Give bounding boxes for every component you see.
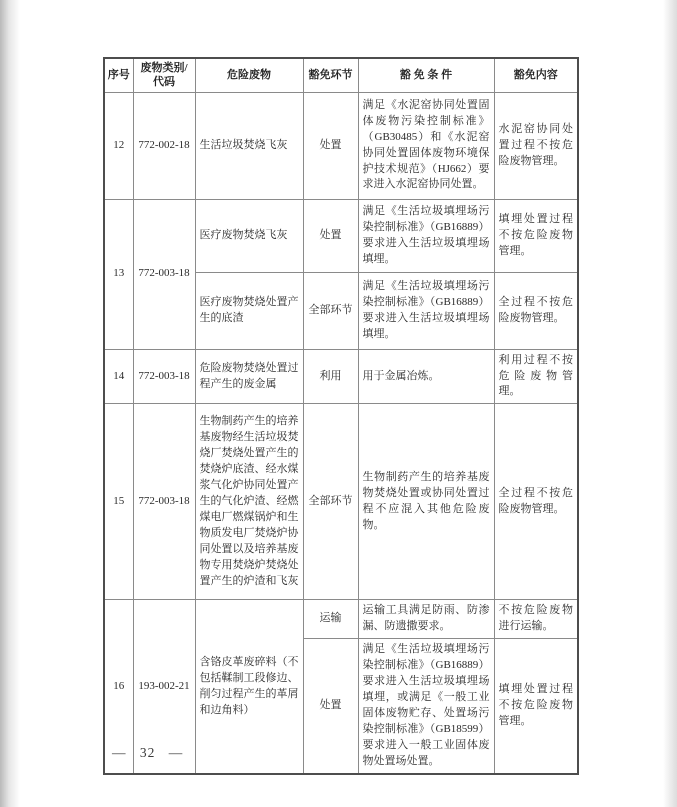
code-cell: 772-002-18 (133, 92, 195, 199)
waste-cell: 含铬皮革废碎料（不包括鞣制工段修边、削匀过程产生的革屑和边角料） (195, 600, 303, 774)
condition-cell: 运输工具满足防雨、防渗漏、防遗撒要求。 (358, 600, 494, 639)
content-cell: 填埋处置过程不按危险废物管理。 (494, 199, 578, 272)
col-header-exemption-condition: 豁 免 条 件 (358, 58, 494, 92)
condition-cell: 用于金属冶炼。 (358, 349, 494, 404)
content-cell: 水泥窑协同处置过程不按危险废物管理。 (494, 92, 578, 199)
condition-cell: 满足《生活垃圾填埋场污染控制标准》（GB16889）要求进入生活垃圾填埋场填埋，或满足《一般工业固体废物贮存、处置场污染控制标准》（GB18599）要求进入一般工业固体废物处置场处置。 (358, 639, 494, 774)
table-row (104, 199, 578, 272)
content-cell: 全过程不按危险废物管理。 (494, 272, 578, 349)
waste-cell: 医疗废物焚烧飞灰 (195, 199, 303, 272)
code-cell: 772-003-18 (133, 404, 195, 600)
stage-cell: 处置 (303, 92, 358, 199)
col-header-category-code: 废物类别/代码 (133, 58, 195, 92)
content-cell: 利用过程不按危险废物管理。 (494, 349, 578, 404)
col-header-exemption-stage: 豁免环节 (303, 58, 358, 92)
stage-cell: 全部环节 (303, 404, 358, 600)
serial-cell: 13 (104, 199, 133, 349)
hazardous-waste-exemption-table (103, 57, 579, 775)
serial-cell: 15 (104, 404, 133, 600)
stage-cell: 全部环节 (303, 272, 358, 349)
col-header-exemption-content: 豁免内容 (494, 58, 578, 92)
waste-cell: 生物制药产生的培养基废物经生活垃圾焚烧厂焚烧处置产生的焚烧炉底渣、经水煤浆气化炉协同处置产生的气化炉渣、经燃煤电厂燃煤锅炉和生物质发电厂焚烧炉协同处置以及培养基废物专用焚烧炉焚烧处置产生的炉渣和飞灰 (195, 404, 303, 600)
header-row (104, 58, 578, 92)
stage-cell: 处置 (303, 639, 358, 774)
condition-cell: 满足《水泥窑协同处置固体废物污染控制标准》（GB30485）和《水泥窑协同处置固体废物环境保护技术规范》（HJ662）要求进入水泥窑协同处置。 (358, 92, 494, 199)
code-cell: 772-003-18 (133, 199, 195, 349)
table-row (104, 404, 578, 600)
waste-cell: 生活垃圾焚烧飞灰 (195, 92, 303, 199)
condition-cell: 满足《生活垃圾填埋场污染控制标准》（GB16889）要求进入生活垃圾填埋场填埋。 (358, 199, 494, 272)
serial-cell: 16 (104, 600, 133, 774)
code-cell: 772-003-18 (133, 349, 195, 404)
condition-cell: 满足《生活垃圾填埋场污染控制标准》（GB16889）要求进入生活垃圾填埋场填埋。 (358, 272, 494, 349)
scan-shadow-left (0, 0, 20, 807)
waste-cell: 医疗废物焚烧处置产生的底渣 (195, 272, 303, 349)
stage-cell: 运输 (303, 600, 358, 639)
content-cell: 填埋处置过程不按危险废物管理。 (494, 639, 578, 774)
serial-cell: 12 (104, 92, 133, 199)
table-row (104, 92, 578, 199)
condition-cell: 生物制药产生的培养基废物焚烧处置或协同处置过程不应混入其他危险废物。 (358, 404, 494, 600)
stage-cell: 处置 (303, 199, 358, 272)
content-cell: 全过程不按危险废物管理。 (494, 404, 578, 600)
table-row (104, 600, 578, 639)
exemption-table-container (103, 57, 579, 775)
content-cell: 不按危险废物进行运输。 (494, 600, 578, 639)
code-cell: 193-002-21 (133, 600, 195, 774)
scan-shadow-right (663, 0, 677, 807)
table-row (104, 349, 578, 404)
serial-cell: 14 (104, 349, 133, 404)
waste-cell: 危险废物焚烧处置过程产生的废金属 (195, 349, 303, 404)
col-header-serial: 序号 (104, 58, 133, 92)
col-header-hazardous-waste: 危险废物 (195, 58, 303, 92)
page-number: — 32 — (112, 745, 184, 760)
stage-cell: 利用 (303, 349, 358, 404)
